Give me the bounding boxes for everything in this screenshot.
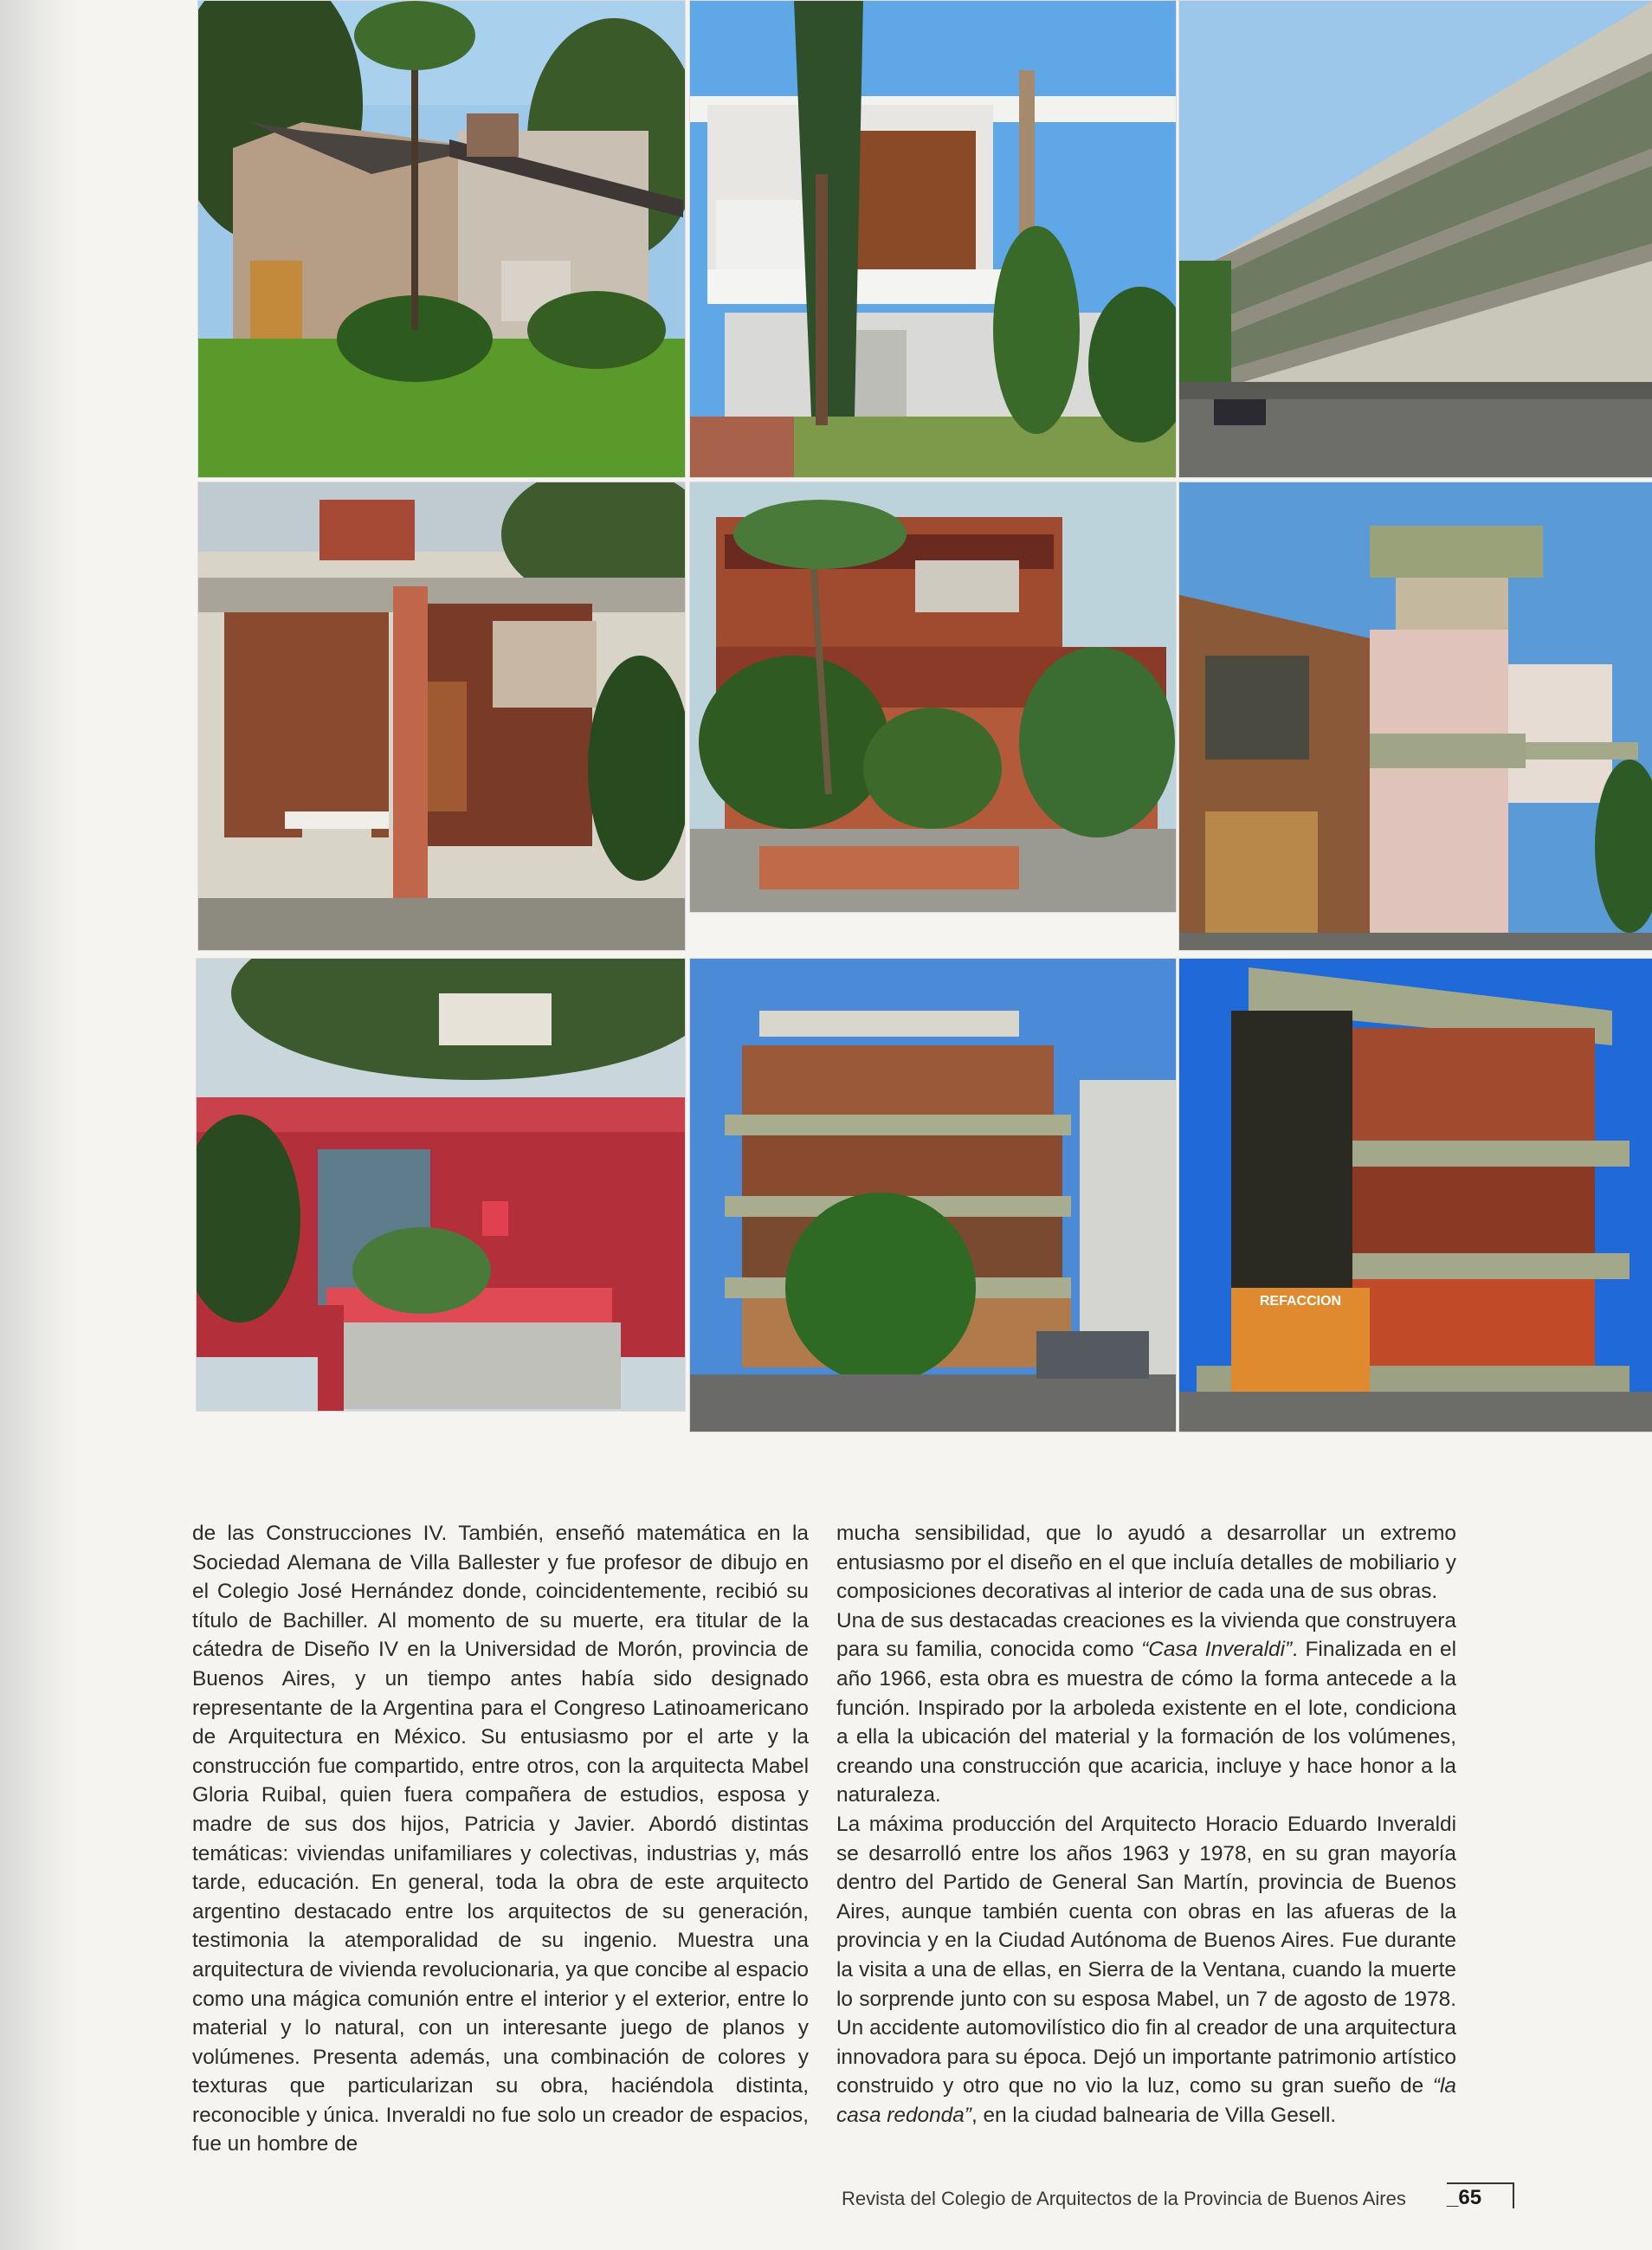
photo-brick-wood-house-entrance	[197, 482, 686, 951]
photo-cantilevered-volumes-building	[1178, 482, 1652, 951]
renovation-sign-label: REFACCION	[1259, 1294, 1342, 1309]
photo-white-modern-house-with-trees	[689, 0, 1177, 478]
emphasis-la-casa-redonda: “la casa redonda”	[836, 2074, 1456, 2127]
photo-house-with-palm-garden	[689, 482, 1177, 913]
photo-apartment-block-balconies	[1178, 0, 1652, 478]
photo-house-gabled-roof-garden	[197, 0, 686, 478]
photo-building-under-renovation	[1178, 958, 1652, 1432]
paragraph: mucha sensibilidad, que lo ayudó a desarrollar un extremo entusiasmo por el diseño en el que incluía detalles de mobiliario y composiciones decorativas al interior de cada una de sus obras.	[836, 1522, 1456, 1604]
body-column-left	[192, 1519, 809, 2159]
photo-red-roof-house-stone-wall	[196, 958, 686, 1412]
photo-apartment-building-street-corner	[689, 958, 1177, 1432]
page-binding-shadow	[0, 0, 78, 2250]
emphasis-casa-inveraldi: “Casa Inveraldi”	[1141, 1638, 1293, 1662]
page-number: _65	[1447, 2186, 1482, 2209]
journal-footer: Revista del Colegio de Arquitectos de la Provincia de Buenos Aires	[842, 2188, 1406, 2209]
paragraph: Una de sus destacadas creaciones es la vivienda que construyera para su familia, conocida como “Casa Inveraldi”. Finalizada en el año 1966, esta obra es muestra de cómo la forma antecede a la función. Inspirado por la arboleda existente en el lote, condiciona a ella la ubicación del material y la formación de los volúmenes, creando una construcción que acaricia, incluye y hace honor a la naturaleza.	[836, 1608, 1456, 1807]
body-column-right	[836, 1519, 1456, 2130]
paragraph: de las Construcciones IV. También, enseñó matemática en la Sociedad Alemana de Villa Ballester y fue profesor de dibujo en el Colegio José Hernández donde, coincidentemente, recibió su título de Bachiller. Al momento de su muerte, era titular de la cátedra de Diseño IV en la Universidad de Morón, provincia de Buenos Aires, y un tiempo antes había sido designado representante de la Argentina para el Congreso Latinoamericano de Arquitectura en México. Su entusiasmo por el arte y la construcción fue compartido, entre otros, con la arquitecta Mabel Gloria Ruibal, quien fuera compañera de estudios, esposa y madre de sus dos hijos, Patricia y Javier. Abordó distintas temáticas: viviendas unifamiliares y colectivas, industrias y, más tarde, educación. En general, toda la obra de este arquitecto argentino destacado entre los arquitectos de su generación, testimonia la atemporalidad de su ingenio. Muestra una arquitectura de vivienda revolucionaria, ya que concibe al espacio como una mágica comunión entre el interior y el exterior, entre lo material y lo natural, con un interesante juego de planos y volúmenes. Presenta además, una combinación de colores y texturas que particularizan su obra, haciéndola distinta, reconocible y única. Inveraldi no fue solo un creador de espacios, fue un hombre de	[192, 1522, 809, 2156]
paragraph: La máxima producción del Arquitecto Horacio Eduardo Inveraldi se desarrolló entre los años 1963 y 1978, en su gran mayoría dentro del Partido de General San Martín, provincia de Buenos Aires, aunque también cuenta con obras en las afueras de la provincia y en la Ciudad Autónoma de Buenos Aires. Fue durante la visita a una de ellas, en Sierra de la Ventana, cuando la muerte lo sorprende junto con su esposa Mabel, un 7 de agosto de 1978. Un accidente automovilístico dio fin al creador de una arquitectura innovadora para su época. Dejó un importante patrimonio artístico construido y otro que no vio la luz, como su gran sueño de “la casa redonda”, en la ciudad balnearia de Villa Gesell.	[836, 1812, 1456, 2127]
